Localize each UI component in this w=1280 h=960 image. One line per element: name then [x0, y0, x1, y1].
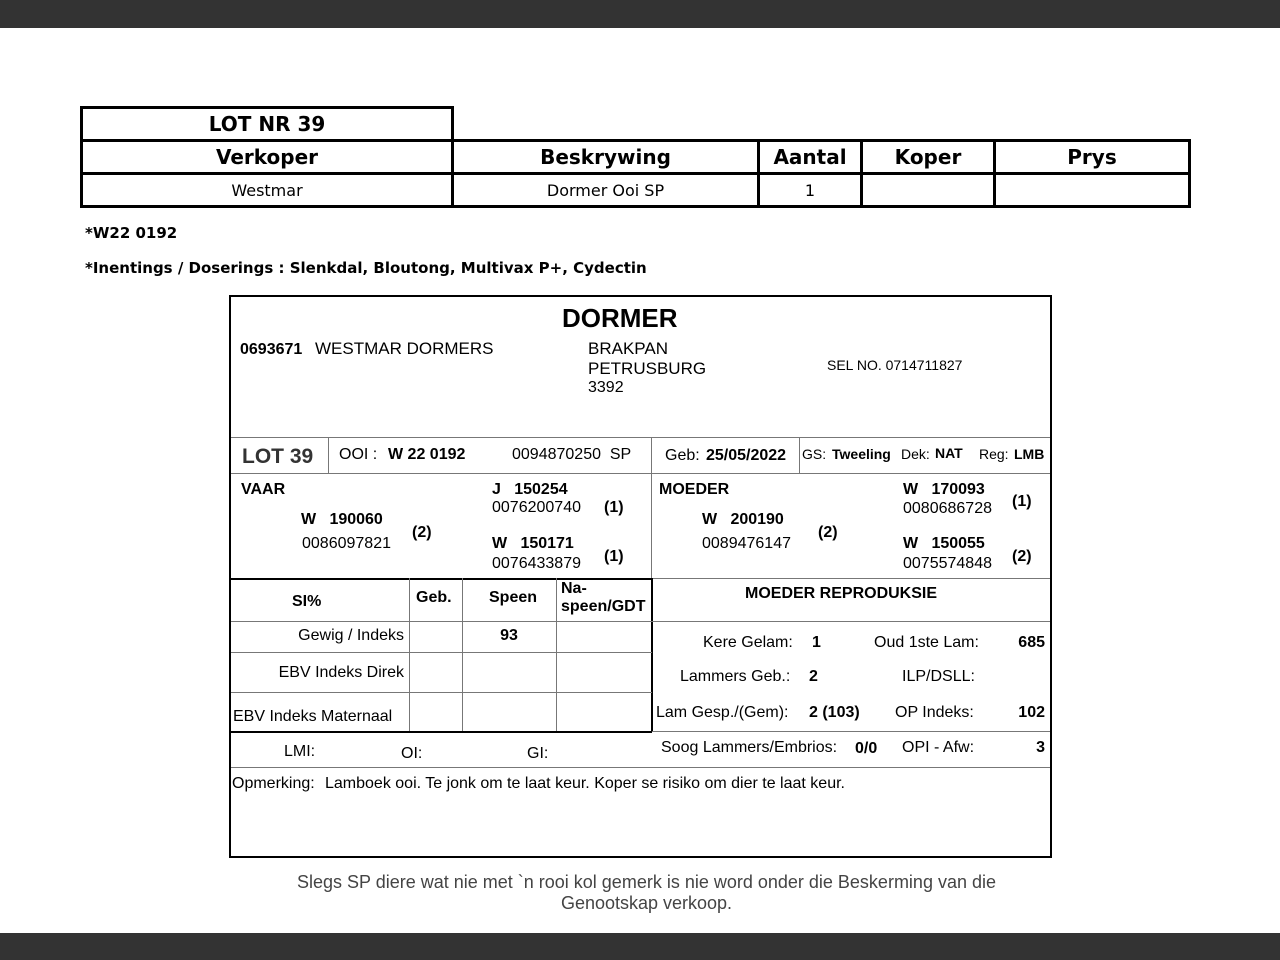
opmerking-text: Lamboek ooi. Te jonk om te laat keur. Koper se risiko om dier te laat keur.: [325, 775, 845, 792]
gs-value: Tweeling: [832, 446, 891, 462]
breeder-number: 0693671: [240, 341, 303, 358]
opi-afw-value: 3: [1036, 739, 1045, 756]
lot-table: [80, 106, 1191, 208]
kere-gelam-value: 1: [812, 634, 821, 651]
si-row-label: Gewig / Indeks: [298, 627, 404, 644]
value-koper: [862, 174, 995, 207]
si-row-label: EBV Indeks Maternaal: [233, 708, 393, 725]
si-col-2: [462, 578, 463, 732]
lot-number-cell: LOT NR 39: [82, 108, 453, 141]
sire-tag: W 190060: [301, 511, 383, 528]
si-row-line-1: [231, 621, 1050, 622]
lammers-geb-label: Lammers Geb.:: [680, 668, 791, 685]
ooi-id: 0094870250 SP: [512, 446, 632, 463]
soog-lammers-label: Soog Lammers/Embrios:: [661, 739, 838, 756]
sire-sire-tag: J 150254: [492, 481, 568, 498]
si-row-label: EBV Indeks Direk: [278, 664, 404, 681]
dek-value: NAT: [935, 445, 963, 461]
top-bar: [0, 0, 1280, 28]
address-postcode: 3392: [588, 379, 624, 396]
geb-label: Geb:: [665, 447, 700, 464]
value-aantal: 1: [759, 174, 862, 207]
animal-card: [229, 295, 1052, 858]
dam-tag: W 200190: [702, 511, 784, 528]
ooi-label: OOI :: [339, 446, 378, 463]
value-prys: [995, 174, 1190, 207]
si-row-line-3: [231, 692, 652, 693]
soog-lammers-value: 0/0: [855, 740, 878, 757]
footer-line-2: Genootskap verkoop.: [560, 893, 733, 913]
oud-1ste-lam-label: Oud 1ste Lam:: [874, 634, 979, 651]
si-col-3: [556, 578, 557, 732]
dam-sire-code: (1): [1012, 493, 1032, 510]
oud-1ste-lam-value: 685: [1018, 634, 1045, 651]
sire-code: (2): [412, 524, 432, 541]
dam-dam-code: (2): [1012, 548, 1032, 565]
si-row-speen: 93: [500, 627, 518, 644]
header-beskrywing: Beskrywing: [453, 141, 759, 174]
gi-label: GI:: [527, 745, 549, 762]
divider-lot-top: [231, 437, 1050, 438]
op-indeks-label: OP Indeks:: [895, 704, 974, 721]
si-header-geb: Geb.: [416, 589, 452, 606]
si-header-naspeen-line-2: speen/GDT: [561, 598, 646, 615]
dam-dam-id: 0075574848: [903, 555, 992, 572]
sire-id: 0086097821: [302, 535, 391, 552]
geb-value: 25/05/2022: [706, 447, 787, 464]
oi-label: OI:: [401, 745, 423, 762]
divider-pedigree-top: [231, 473, 1050, 474]
card-lot-number: LOT 39: [242, 445, 314, 468]
value-beskrywing: Dormer Ooi SP: [453, 174, 759, 207]
repro-title: MOEDER REPRODUKSIE: [745, 585, 938, 602]
sire-dam-tag: W 150171: [492, 535, 574, 552]
dam-dam-tag: W 150055: [903, 535, 985, 552]
op-indeks-value: 102: [1018, 704, 1045, 721]
kere-gelam-label: Kere Gelam:: [703, 634, 793, 651]
si-header-naspeen-line-1: Na-: [561, 580, 587, 597]
sel-number: SEL NO. 0714711827: [827, 357, 963, 373]
header-prys: Prys: [995, 141, 1190, 174]
opmerking-label: Opmerking:: [232, 775, 315, 792]
lammers-geb-value: 2: [809, 668, 818, 685]
address-line-2: PETRUSBURG: [588, 359, 707, 378]
dam-id: 0089476147: [702, 535, 791, 552]
si-header-speen: Speen: [489, 589, 538, 606]
repro-line-soog: [652, 731, 1050, 732]
gs-label: GS:: [802, 446, 827, 462]
value-verkoper: Westmar: [82, 174, 453, 207]
si-table-right: [651, 578, 653, 732]
ooi-value: W 22 0192: [388, 446, 466, 463]
breed-title: DORMER: [562, 303, 678, 333]
repro-top: [652, 578, 1050, 579]
breeder-name: WESTMAR DORMERS: [315, 339, 494, 358]
bottom-bar: [0, 933, 1280, 960]
reg-value: LMB: [1014, 446, 1045, 462]
dam-code: (2): [818, 524, 838, 541]
vaccination-note: *Inentings / Doserings : Slenkdal, Bloutong, Multivax P+, Cydectin: [85, 259, 647, 277]
si-col-1: [409, 578, 410, 732]
divider-pedigree-mid: [651, 473, 652, 578]
lot-number-spacer: [453, 108, 1190, 141]
sire-sire-code: (1): [604, 499, 624, 516]
vaar-label: VAAR: [241, 481, 286, 498]
sire-dam-id: 0076433879: [492, 555, 581, 572]
dam-sire-id: 0080686728: [903, 500, 992, 517]
divider-opmerking-top: [231, 767, 1050, 768]
dek-label: Dek:: [901, 446, 930, 462]
header-aantal: Aantal: [759, 141, 862, 174]
si-header: SI%: [292, 593, 322, 610]
divider-lot-1: [328, 437, 329, 473]
lmi-label: LMI:: [284, 743, 316, 760]
id-note: *W22 0192: [85, 224, 178, 242]
si-header-naspeen: [561, 580, 645, 616]
opi-afw-label: OPI - Afw:: [902, 739, 975, 756]
ilp-dsll-label: ILP/DSLL:: [902, 668, 975, 685]
si-table-bottom: [231, 731, 652, 733]
sire-sire-id: 0076200740: [492, 499, 581, 516]
lam-gesp-label: Lam Gesp./(Gem):: [656, 704, 789, 721]
header-koper: Koper: [862, 141, 995, 174]
reg-label: Reg:: [979, 446, 1009, 462]
sire-dam-code: (1): [604, 548, 624, 565]
divider-lot-2: [651, 437, 652, 473]
address-line-1: BRAKPAN: [588, 339, 668, 358]
footer-line-1: Slegs SP diere wat nie met `n rooi kol gemerk is nie word onder die Beskerming van die: [296, 872, 996, 892]
lam-gesp-value: 2 (103): [809, 704, 860, 721]
header-verkoper: Verkoper: [82, 141, 453, 174]
si-row-line-2: [231, 652, 652, 653]
footer-disclaimer: [229, 872, 1064, 914]
moeder-label: MOEDER: [659, 481, 730, 498]
dam-sire-tag: W 170093: [903, 481, 985, 498]
divider-lot-3: [799, 437, 800, 473]
